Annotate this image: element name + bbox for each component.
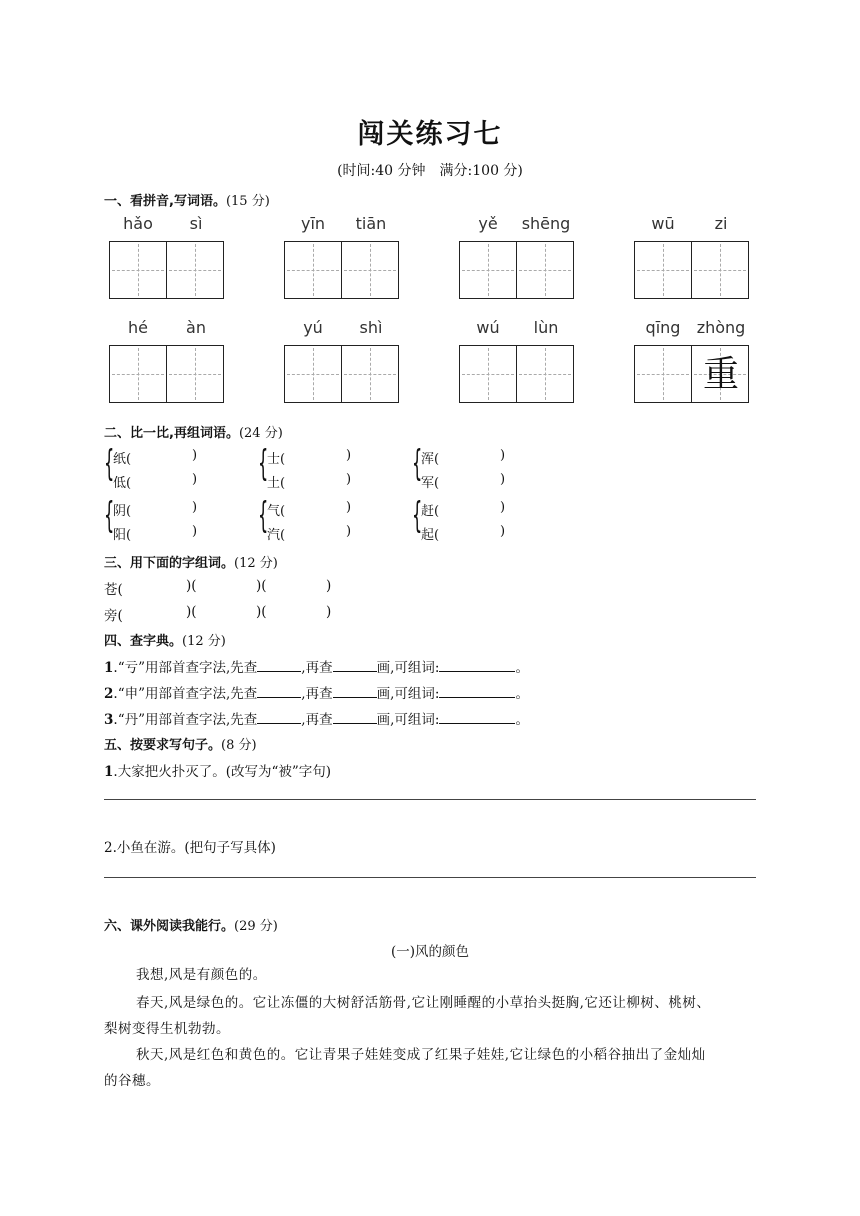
pinyin-syllable: wū [651,214,675,233]
pair-char: 气( [267,504,286,519]
section-1-points: (15 分) [225,194,270,209]
answer-blank[interactable] [333,711,377,724]
passage-paragraph-cont: 的谷穗。 [104,1073,160,1089]
section-2-points: (24 分) [238,426,283,441]
section-6-title: 六、课外阅读我能行。 [104,919,235,934]
pair-close-bracket: ) [346,448,352,463]
answer-blank[interactable] [333,685,377,698]
word-row-bracket: )( [186,604,197,620]
passage-paragraph: 秋天,风是红色和黄色的。它让青果子娃娃变成了红果子娃娃,它让绿色的小稻谷抽出了金灿灿 [136,1047,706,1063]
word-row-bracket: )( [186,578,197,594]
answer-blank[interactable] [257,659,301,672]
question-text: ,再查 [301,660,333,676]
pair-char: 起( [421,528,440,543]
section-1-heading [104,190,270,209]
pair-char: 赶( [421,504,440,519]
pinyin-syllable: shēng [521,214,571,233]
pair-close-bracket: ) [500,524,506,539]
writing-box[interactable] [691,345,749,403]
answer-blank[interactable] [257,711,301,724]
section-6-points: (29 分) [234,919,278,934]
word-row-bracket: ) [326,578,332,594]
pinyin-syllable: tiān [355,214,387,233]
word-row [104,578,123,598]
pair-close-bracket: ) [500,472,506,487]
writing-box[interactable] [634,241,692,299]
pair-close-bracket: ) [192,472,198,487]
answer-blank[interactable] [439,685,515,698]
word-row-bracket: )( [256,604,267,620]
writing-box[interactable] [284,241,342,299]
writing-box[interactable] [109,241,167,299]
brace-icon: { [412,443,423,484]
section-2-heading [104,422,283,441]
answer-blank[interactable] [439,659,515,672]
pinyin-syllable: sì [189,214,203,233]
question-number: 2 [104,686,114,702]
section-1-title: 一、看拼音,写词语。 [104,194,226,209]
section-2-title: 二、比一比,再组词语。 [104,426,239,441]
brace-icon: { [412,495,423,536]
question-text: .“丹”用部首查字法,先查 [113,712,258,728]
word-row-bracket: ) [326,604,332,620]
brace-icon: { [104,443,115,484]
question-text: 画,可组词: [376,686,440,702]
dictionary-question [104,708,529,728]
pair-close-bracket: ) [346,524,352,539]
section-5-title: 五、按要求写句子。 [104,738,222,753]
pinyin-syllable: lùn [533,318,559,337]
writing-box[interactable] [284,345,342,403]
pair-char: 阳( [113,528,132,543]
pair-close-bracket: ) [192,524,198,539]
question-number: 3 [104,712,114,728]
brace-icon: { [104,495,115,536]
pair-char: 士( [267,452,286,467]
question-text: 画,可组词: [376,712,440,728]
writing-box[interactable] [166,241,224,299]
pair-char: 纸( [113,452,132,467]
word-row-bracket: )( [256,578,267,594]
question-end: 。 [515,660,529,676]
writing-box[interactable] [341,241,399,299]
section-4-points: (12 分) [182,634,226,649]
writing-box[interactable] [691,241,749,299]
section-5-points: (8 分) [221,738,257,753]
question-text: ,再查 [301,686,333,702]
given-character: 重 [702,354,739,395]
pinyin-syllable: shì [359,318,383,337]
answer-blank[interactable] [257,685,301,698]
writing-box[interactable] [166,345,224,403]
question-end: 。 [515,712,529,728]
section-3-title: 三、用下面的字组词。 [104,556,235,571]
sentence-question-2: 2.小鱼在游。(把句子写具体) [104,840,276,856]
sentence-question-1 [104,760,331,780]
writing-box[interactable] [109,345,167,403]
answer-line[interactable] [104,799,756,800]
question-text: .“亏”用部首查字法,先查 [113,660,258,676]
pair-char: 阴( [113,504,132,519]
passage-title: (一)风的颜色 [390,944,470,960]
section-3-points: (12 分) [234,556,278,571]
section-5-heading [104,734,257,753]
passage-paragraph-cont: 梨树变得生机勃勃。 [104,1021,230,1037]
pair-close-bracket: ) [346,472,352,487]
pinyin-syllable: zhòng [696,318,746,337]
pinyin-syllable: yīn [300,214,326,233]
pair-char: 低( [113,476,132,491]
word-row-char: 旁( [104,608,123,624]
word-row-char: 苍( [104,582,123,598]
pair-close-bracket: ) [192,500,198,515]
pair-close-bracket: ) [500,500,506,515]
pinyin-syllable: yě [478,214,498,233]
writing-box[interactable] [634,345,692,403]
writing-box[interactable] [516,241,574,299]
question-number: 1 [104,660,114,676]
writing-box[interactable] [516,345,574,403]
pinyin-syllable: wú [476,318,500,337]
page-title: 闯关练习七 [357,119,503,150]
brace-icon: { [258,495,269,536]
writing-box[interactable] [459,345,517,403]
pinyin-syllable: àn [186,318,206,337]
question-end: 。 [515,686,529,702]
pinyin-syllable: zi [714,214,728,233]
section-4-heading [104,630,226,649]
answer-blank[interactable] [333,659,377,672]
section-4-title: 四、查字典。 [104,634,183,649]
answer-line[interactable] [104,877,756,878]
pair-close-bracket: ) [192,448,198,463]
pair-char: 汽( [267,528,286,543]
pinyin-syllable: yú [303,318,323,337]
pair-char: 军( [421,476,440,491]
passage-paragraph: 春天,风是绿色的。它让冻僵的大树舒活筋骨,它让刚睡醒的小草抬头挺胸,它还让柳树、桃树、 [136,995,711,1011]
question-text: .“申”用部首查字法,先查 [113,686,258,702]
pair-char: 浑( [421,452,440,467]
dictionary-question [104,682,529,702]
section-3-heading [104,552,278,571]
writing-box[interactable] [459,241,517,299]
answer-blank[interactable] [439,711,515,724]
question-text: .大家把火扑灭了。(改写为“被”字句) [113,764,332,780]
pinyin-syllable: hé [128,318,148,337]
passage-paragraph: 我想,风是有颜色的。 [136,967,267,983]
question-text: ,再查 [301,712,333,728]
section-6-heading [104,915,278,934]
writing-box[interactable] [341,345,399,403]
question-number: 1 [104,764,114,780]
dictionary-question [104,656,529,676]
pair-close-bracket: ) [346,500,352,515]
pinyin-syllable: qīng [645,318,681,337]
brace-icon: { [258,443,269,484]
question-text: 画,可组词: [376,660,440,676]
pair-close-bracket: ) [500,448,506,463]
pair-char: 土( [267,476,286,491]
pinyin-syllable: hǎo [123,214,153,233]
page-subtitle: (时间:40 分钟 满分:100 分) [337,163,523,179]
